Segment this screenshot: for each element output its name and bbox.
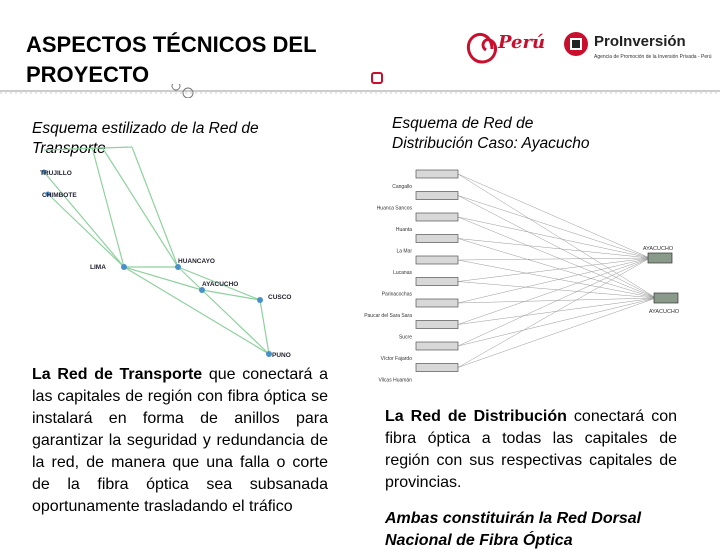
distribution-node [382, 278, 458, 298]
map-node-lima [121, 264, 127, 270]
distribution-node-label: Vilcas Huamán [378, 377, 412, 384]
distribution-network-description [385, 406, 677, 494]
distribution-node-label: Huanca Sancos [376, 205, 412, 212]
distribution-node [364, 299, 458, 319]
distribution-node-label: La Mar [396, 248, 412, 255]
distribution-network-diagram [358, 160, 688, 390]
transport-network-map [32, 142, 332, 362]
map-label-ayacucho: AYACUCHO [202, 281, 239, 288]
distribution-node-label: Cangallo [392, 184, 412, 190]
transport-network-text: que conectará a las capitales de región con fibra óptica se instalará en forma de anillos para garantizar la seguridad y redundancia de la red, de manera que una falla o corte de la fibra óptica sea subsanada oportunamente trasladando el tráfico [32, 366, 329, 515]
distribution-node [378, 364, 458, 384]
distribution-node-label: Paucar del Sara Sara [364, 313, 412, 319]
header-decoration-line [0, 84, 720, 98]
distribution-node [381, 342, 458, 362]
distribution-hub [643, 246, 674, 263]
distribution-node-label: Víctor Fajardo [380, 356, 412, 362]
distribution-node [393, 256, 458, 276]
backbone-network-conclusion: Ambas constituirán la Red Dorsal Nacional de Fibra Óptica [385, 510, 642, 549]
map-label-lima: LIMA [90, 264, 106, 271]
map-label-huancayo: HUANCAYO [178, 258, 215, 265]
transport-network-description [32, 364, 328, 518]
distribution-node-label: Parinacochas [381, 291, 412, 298]
distribution-hub-label: AYACUCHO [642, 246, 674, 252]
distribution-node [399, 321, 458, 341]
distribution-node [377, 192, 458, 212]
proinversion-logo-text: ProInversión [594, 33, 686, 50]
distribution-hub-label: AYACUCHO [648, 309, 680, 315]
transport-network-caption: Esquema estilizado de la Red de Transporte [32, 120, 259, 157]
distribution-network-caption: Esquema de Red de Distribución Caso: Ayacucho [392, 115, 590, 152]
map-label-cusco: CUSCO [268, 294, 292, 301]
distribution-network-text: conectará con fibra óptica a todas las capitales de región con sus respectivas capitales de provincias. [385, 408, 677, 491]
map-label-puno: PUNO [272, 352, 291, 359]
map-node-cusco [257, 297, 263, 303]
distribution-node [396, 235, 458, 255]
distribution-node-label: Huanta [395, 227, 412, 233]
proinversion-logo-subtitle: Agencia de Promoción de la Inversión Privada - Perú [594, 54, 712, 60]
distribution-node [396, 213, 458, 233]
distribution-network-term: La Red de Distribución [385, 408, 567, 425]
map-label-trujillo: TRUJILLO [40, 170, 72, 177]
map-label-chimbote: CHIMBOTE [42, 192, 77, 199]
page-title: ASPECTOS TÉCNICOS DEL PROYECTO [26, 32, 317, 87]
distribution-node-label: Sucre [398, 334, 412, 341]
distribution-node [392, 170, 458, 190]
distribution-node-label: Lucanas [393, 270, 412, 276]
small-square-icon [371, 72, 383, 84]
transport-network-term: La Red de Transporte [32, 366, 203, 383]
peru-logo-text: Perú [498, 32, 546, 53]
